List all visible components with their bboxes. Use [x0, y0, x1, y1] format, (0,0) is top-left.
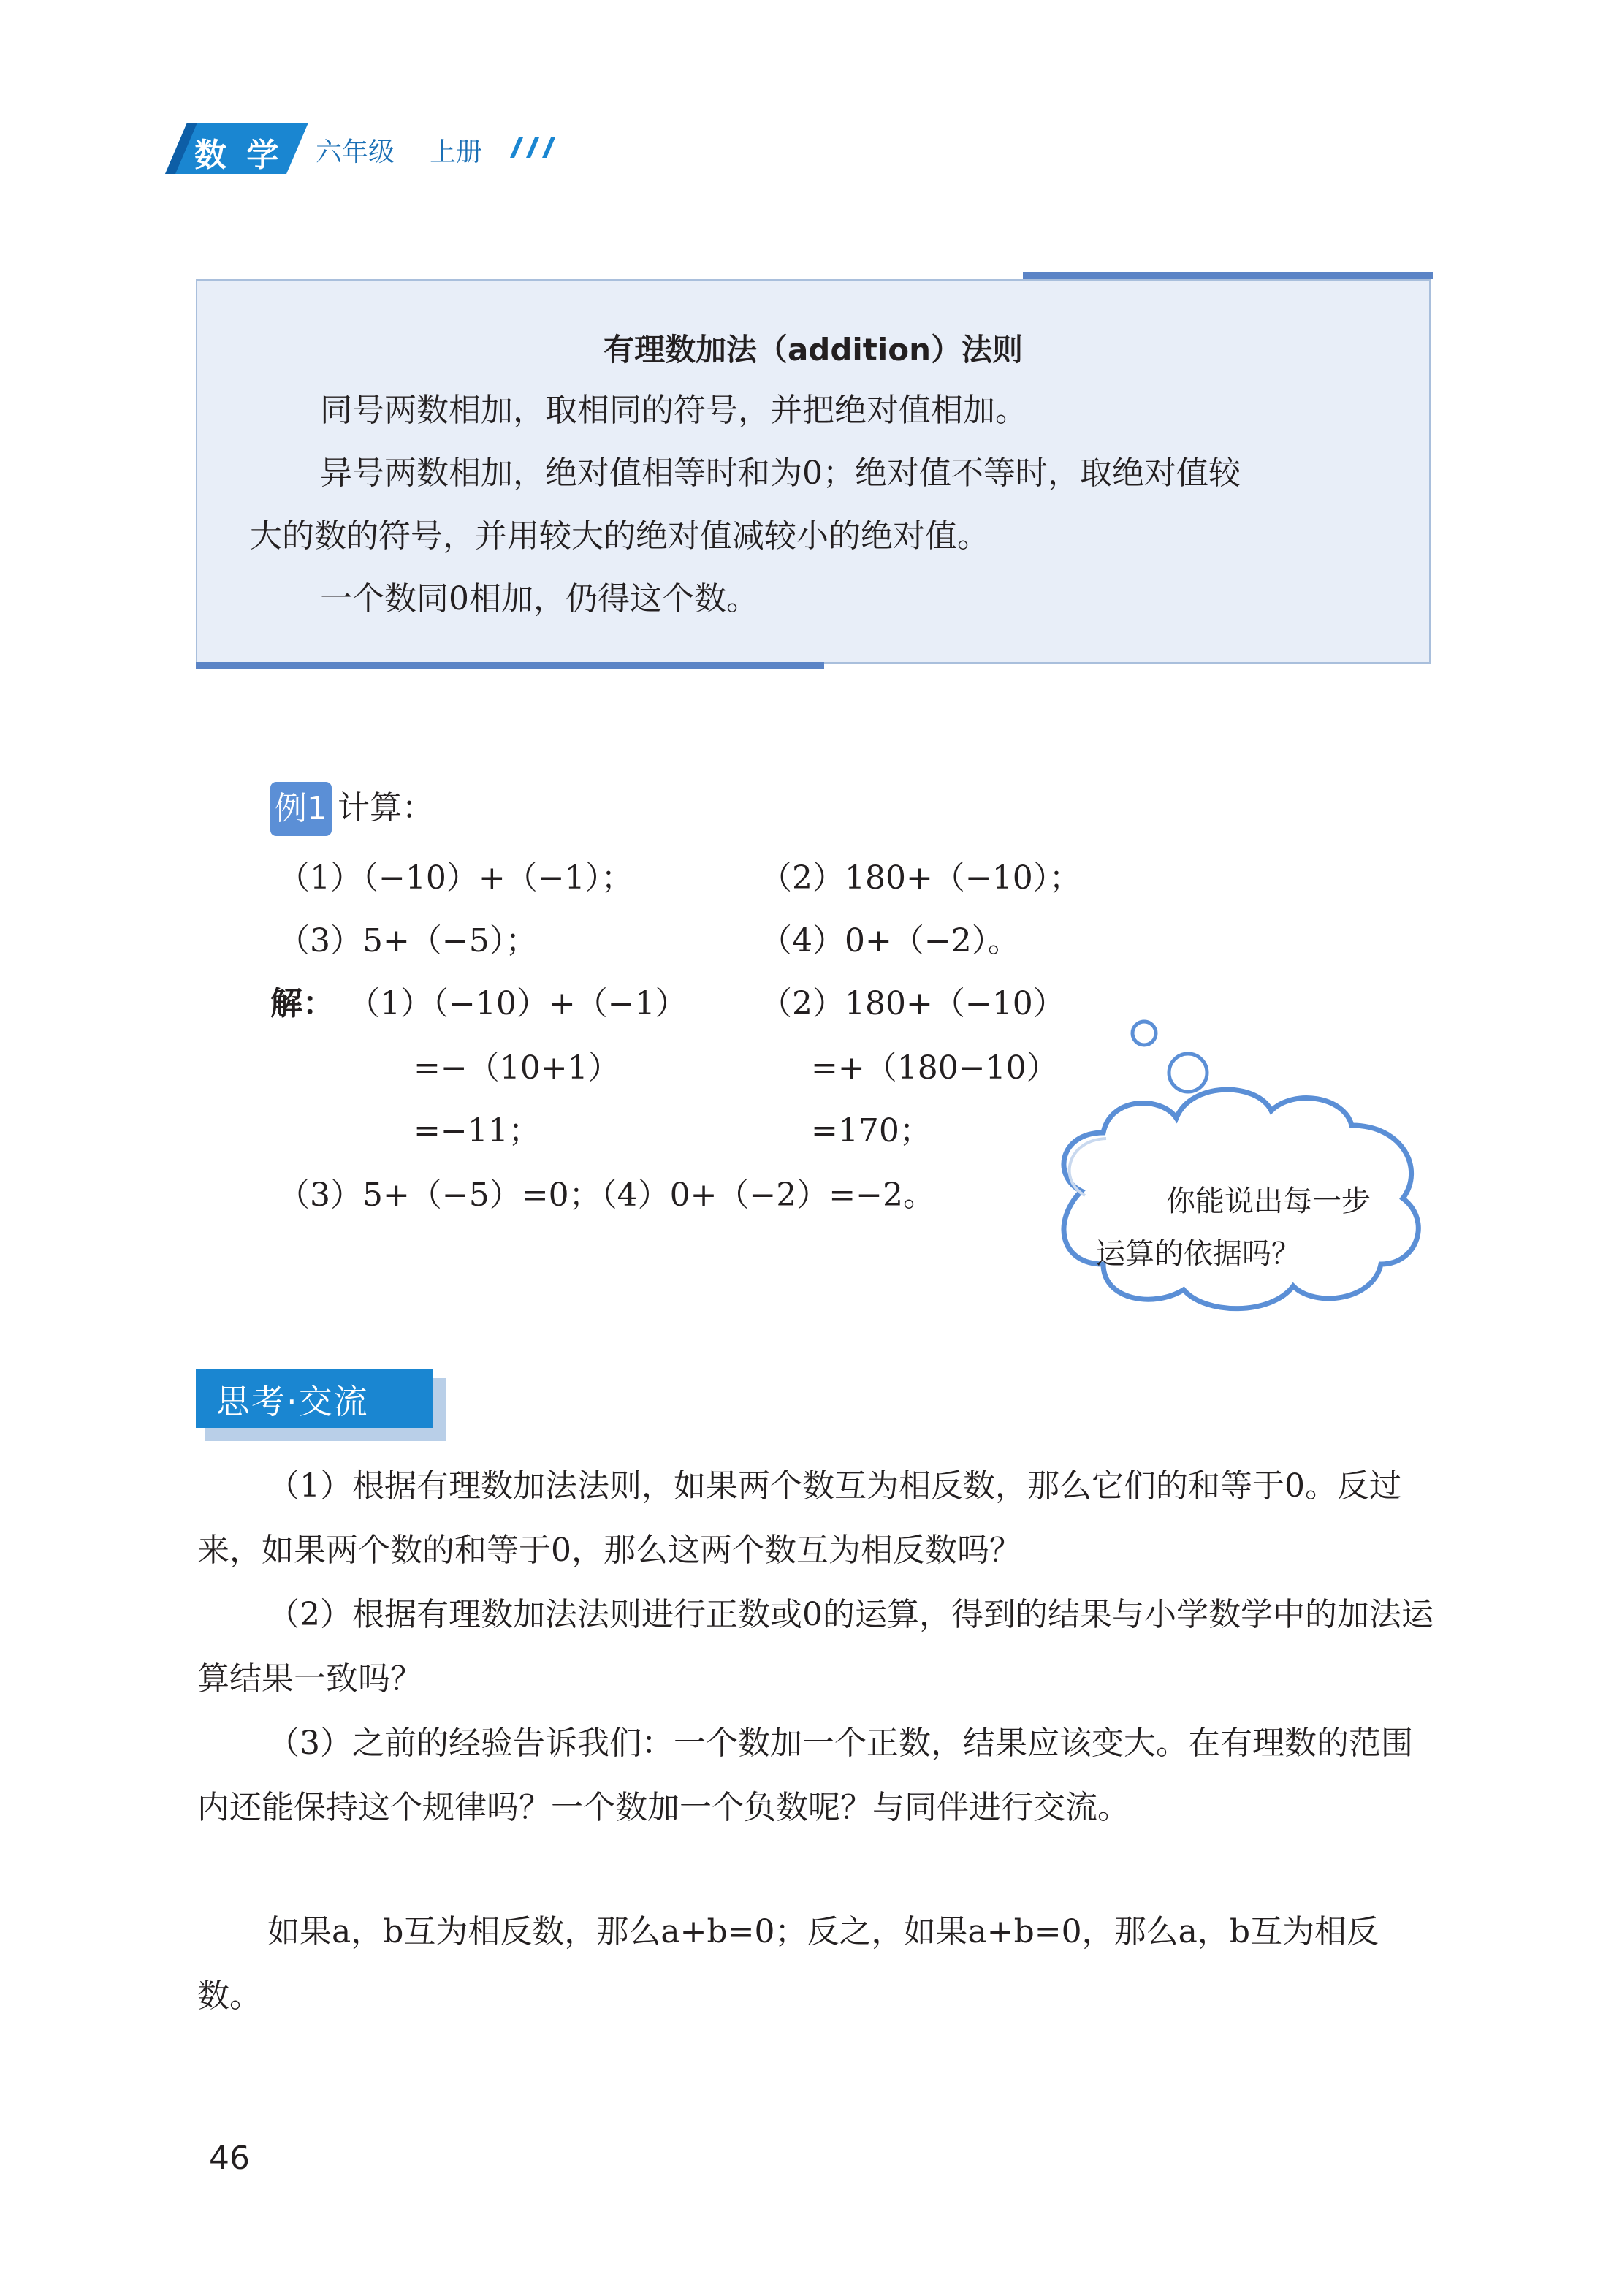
bubble-line-2: 运算的依据吗？ [1096, 1237, 1301, 1271]
rule-paragraph-3: 大的数的符号，并用较大的绝对值减较小的绝对值。 [250, 517, 989, 555]
solution-2-line-3: =170； [811, 1112, 932, 1149]
example-badge: 例1 [270, 782, 332, 836]
example-prompt: 计算： [338, 789, 434, 826]
rule-box-accent-bottom [196, 662, 824, 669]
rule-box-accent-top [1023, 272, 1433, 279]
solution-2-line-2: =+（180−10） [811, 1049, 1059, 1087]
problem-3: （3）5+（−5）； [278, 922, 538, 959]
solution-2-line-1: （2）180+（−10） [760, 985, 1065, 1022]
solution-1-line-1: （1）（−10）+（−1） [348, 985, 688, 1022]
rule-paragraph-4: 一个数同0相加，仍得这个数。 [320, 580, 758, 617]
conclusion-paragraph: 如果a，b互为相反数，那么a+b=0；反之，如果a+b=0，那么a，b互为相反数。 [197, 1913, 1379, 2015]
rule-title: 有理数加法（addition）法则 [603, 332, 1024, 368]
thought-bubble-icon [1037, 1008, 1447, 1345]
discussion-question-1: （1）根据有理数加法法则，如果两个数互为相反数，那么它们的和等于0。反过来，如果两个数的和等于0，那么这两个数互为相反数吗？ [197, 1467, 1401, 1569]
solution-1-line-3: =−11； [414, 1112, 541, 1149]
slash-decoration-icon [503, 136, 557, 159]
solution-3-4: （3）5+（−5）=0；（4）0+（−2）=−2。 [278, 1176, 936, 1214]
bubble-line-1: 你能说出每一步 [1166, 1185, 1371, 1218]
problem-2: （2）180+（−10）； [760, 859, 1081, 897]
page-number: 46 [209, 2140, 250, 2177]
rule-paragraph-2: 异号两数相加，绝对值相等时和为0；绝对值不等时，取绝对值较 [320, 455, 1241, 492]
discussion-question-3: （3）之前的经验告诉我们：一个数加一个正数，结果应该变大。在有理数的范围内还能保持这个规律吗？一个数加一个负数呢？与同伴进行交流。 [197, 1725, 1413, 1826]
solution-1-line-2: =−（10+1） [414, 1049, 620, 1087]
problem-4: （4）0+（−2）。 [760, 922, 1020, 959]
problem-1: （1）（−10）+（−1）； [278, 859, 633, 897]
rule-paragraph-1: 同号两数相加，取相同的符号，并把绝对值相加。 [320, 392, 1027, 429]
section-title: 思考·交流 [216, 1382, 369, 1421]
discussion-question-2: （2）根据有理数加法法则进行正数或0的运算，得到的结果与小学数学中的加法运算结果一致吗？ [197, 1596, 1433, 1698]
subject-title: 数 学 [194, 137, 283, 174]
volume-label: 上册 [430, 137, 483, 167]
grade-label: 六年级 [316, 137, 395, 167]
solution-label: 解： [270, 985, 335, 1022]
